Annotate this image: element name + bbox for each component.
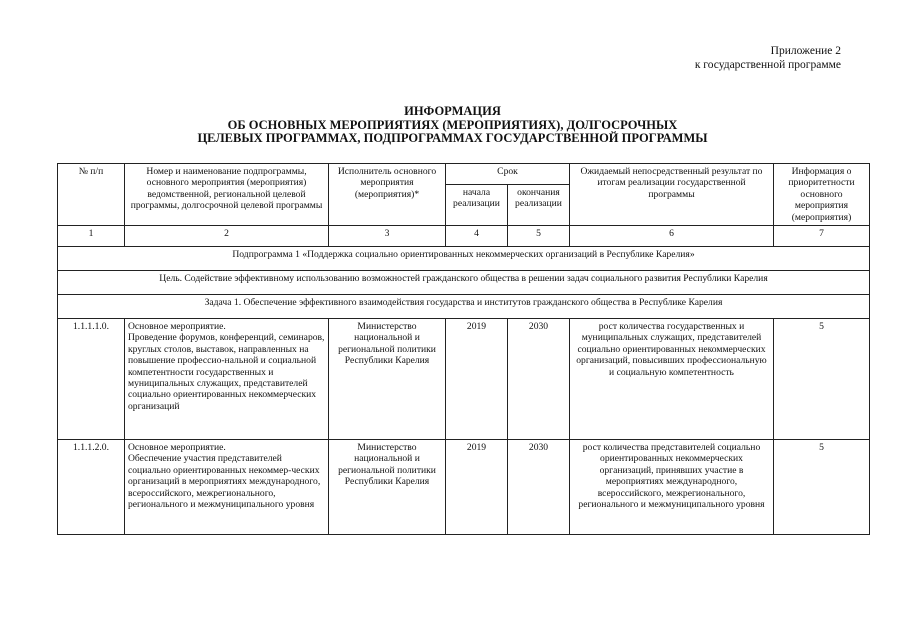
column-numbers-row — [58, 226, 870, 247]
row-num: 1.1.1.2.0. — [58, 440, 125, 535]
title-line-3: ЦЕЛЕВЫХ ПРОГРАММАХ, ПОДПРОГРАММАХ ГОСУДАРСТВЕННОЙ ПРОГРАММЫ — [197, 131, 708, 145]
col-number: 4 — [446, 226, 508, 247]
row-name-title: Основное мероприятие. — [128, 442, 226, 454]
row-executor: Министерство национальной и региональной политики Республики Карелия — [329, 440, 446, 535]
row-result: рост количества государственных и муниципальных служащих, представителей социально ориентированных некоммерческих организаций, повысивших профессиональную и социальную компетентность — [570, 319, 774, 440]
header-end: окончания реализации — [508, 184, 570, 225]
header-result: Ожидаемый непосредственный результат по итогам реализации государственной программы — [570, 164, 774, 226]
col-number: 6 — [570, 226, 774, 247]
goal-text: Цель. Содействие эффективному использованию возможностей гражданского общества в решении задач социального развития Республики Карелия — [58, 271, 870, 295]
document-title — [0, 105, 905, 146]
row-end: 2030 — [508, 319, 570, 440]
header-num: № п/п — [58, 164, 125, 226]
col-number: 1 — [58, 226, 125, 247]
header-term: Срок — [446, 164, 570, 185]
row-priority: 5 — [774, 319, 870, 440]
activities-table — [57, 163, 870, 535]
row-name — [125, 440, 329, 535]
row-start: 2019 — [446, 440, 508, 535]
goal-row — [58, 271, 870, 295]
row-priority: 5 — [774, 440, 870, 535]
col-number: 3 — [329, 226, 446, 247]
appendix-line-1: Приложение 2 — [770, 45, 841, 57]
subprogram-row — [58, 247, 870, 271]
row-executor: Министерство национальной и региональной политики Республики Карелия — [329, 319, 446, 440]
appendix-line-2: к государственной программе — [694, 59, 841, 71]
appendix-note — [695, 44, 841, 72]
row-name — [125, 319, 329, 440]
table-row — [58, 319, 870, 440]
header-priority: Информация о приоритетности основного мероприятия (мероприятия) — [774, 164, 870, 226]
header-name: Номер и наименование подпрограммы, основного мероприятия (мероприятия) ведомственной, региональной целевой программы, долгосрочной целевой программы — [125, 164, 329, 226]
subprogram-title: Подпрограмма 1 «Поддержка социально ориентированных некоммерческих организаций в Республике Карелия» — [58, 247, 870, 271]
col-number: 2 — [125, 226, 329, 247]
row-num: 1.1.1.1.0. — [58, 319, 125, 440]
row-name-body: Проведение форумов, конференций, семинаров, круглых столов, выставок, направленных на повышение профессио-нальной и социальной компетентности государственных и муниципальных служащих, представителей социально ориентированных некоммерческих организаций — [128, 332, 325, 412]
row-start: 2019 — [446, 319, 508, 440]
header-row — [58, 164, 870, 185]
col-number: 5 — [508, 226, 570, 247]
header-executor: Исполнитель основного мероприятия (мероприятия)* — [329, 164, 446, 226]
task-text: Задача 1. Обеспечение эффективного взаимодействия государства и институтов гражданского общества в Республике Карелия — [58, 295, 870, 319]
header-start: начала реализации — [446, 184, 508, 225]
title-line-1: ИНФОРМАЦИЯ — [404, 104, 501, 118]
row-name-title: Основное мероприятие. — [128, 321, 226, 333]
row-result: рост количества представителей социально ориентированных некоммерческих организаций, принявших участие в мероприятиях международного, всероссийского, межрегионального, регионального и межмуниципального уровня — [570, 440, 774, 535]
row-end: 2030 — [508, 440, 570, 535]
col-number: 7 — [774, 226, 870, 247]
task-row — [58, 295, 870, 319]
title-line-2: ОБ ОСНОВНЫХ МЕРОПРИЯТИЯХ (МЕРОПРИЯТИЯХ), ДОЛГОСРОЧНЫХ — [227, 117, 678, 132]
row-name-body: Обеспечение участия представителей социально ориентированных некоммер-ческих организаций в мероприятиях международного, всероссийского, межрегионального, регионального и межмуниципального уровня — [128, 453, 321, 511]
table-row — [58, 440, 870, 535]
